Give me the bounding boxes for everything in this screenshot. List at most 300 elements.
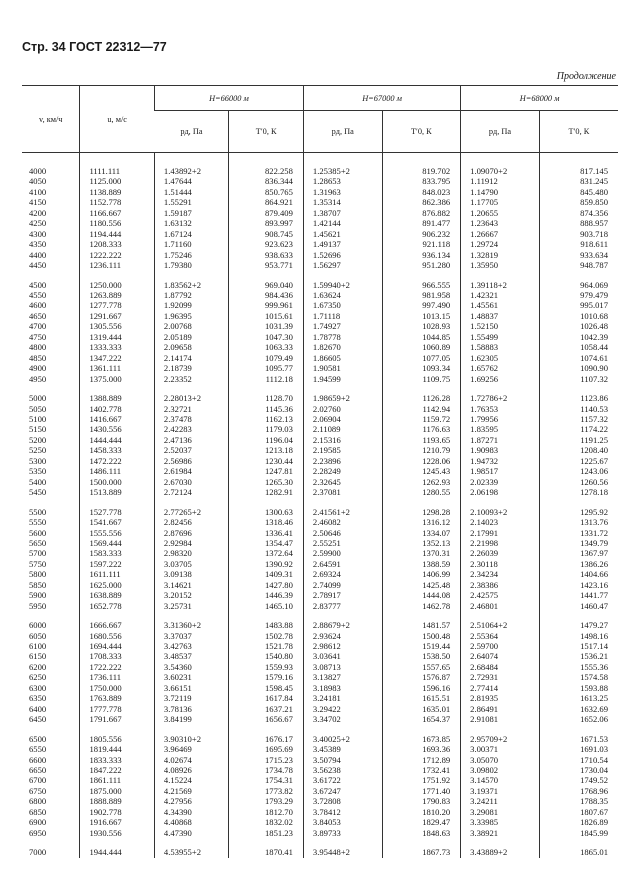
cell-pressure-68000: 2.55364 [461, 631, 540, 641]
spacer-cell [154, 725, 228, 734]
cell-temperature-67000: 1425.48 [382, 580, 461, 590]
table-row [22, 445, 618, 455]
cell-pressure-67000: 2.64591 [303, 559, 382, 569]
cell-pressure-67000: 3.03641 [303, 651, 382, 661]
table-row [22, 559, 618, 569]
cell-speed-ms: 1444.444 [80, 435, 154, 445]
cell-pressure-68000: 1.55499 [461, 332, 540, 342]
cell-temperature-67000: 1406.99 [382, 569, 461, 579]
cell-speed-kmh: 6600 [29, 754, 47, 765]
table-row [22, 300, 618, 310]
cell-speed-ms: 1111.111 [80, 166, 154, 176]
cell-temperature-66000: 1715.23 [229, 755, 304, 765]
cell-pressure-68000: 1.48837 [461, 311, 540, 321]
col-header-t-66000: T′0, К [229, 111, 304, 153]
cell-pressure-66000: 2.47136 [154, 435, 228, 445]
cell-speed-kmh: 6050 [29, 630, 47, 641]
table-row [22, 187, 618, 197]
table-row [22, 786, 618, 796]
cell-speed-ms: 1388.889 [80, 393, 154, 403]
cell-temperature-67000: 1193.65 [382, 435, 461, 445]
cell-speed-kmh: 5800 [29, 569, 47, 580]
cell-temperature-68000: 1593.88 [539, 683, 618, 693]
cell-temperature-67000: 951.280 [382, 260, 461, 270]
cell-temperature-66000: 1579.16 [229, 672, 304, 682]
cell-pressure-66000: 1.51444 [154, 187, 228, 197]
cell-temperature-66000: 1095.77 [229, 363, 304, 373]
table-head [22, 86, 618, 153]
cell-speed-ms: 1500.000 [80, 477, 154, 487]
cell-pressure-66000: 2.42283 [154, 424, 228, 434]
spacer-cell [461, 838, 540, 847]
cell-pressure-67000: 2.55251 [303, 538, 382, 548]
cell-temperature-66000: 822.258 [229, 166, 304, 176]
cell-temperature-66000: 1112.18 [229, 374, 304, 384]
cell-speed-ms: 1680.556 [80, 631, 154, 641]
cell-temperature-68000: 1555.36 [539, 662, 618, 672]
cell-temperature-68000: 948.787 [539, 260, 618, 270]
spacer-cell [80, 384, 154, 393]
table-row [22, 456, 618, 466]
cell-temperature-68000: 1278.18 [539, 487, 618, 497]
cell-pressure-68000: 1.58883 [461, 342, 540, 352]
cell-speed-ms: 1805.556 [80, 734, 154, 744]
cell-temperature-67000: 1370.31 [382, 548, 461, 558]
cell-speed-ms: 1263.889 [80, 290, 154, 300]
cell-temperature-67000: 1693.36 [382, 744, 461, 754]
cell-speed-ms: 1930.556 [80, 828, 154, 838]
cell-temperature-67000: 921.118 [382, 239, 461, 249]
cell-speed-ms: 1555.556 [80, 528, 154, 538]
spacer-cell [229, 838, 304, 847]
cell-speed-ms: 1902.778 [80, 807, 154, 817]
cell-speed-kmh: 4150 [29, 197, 47, 208]
cell-pressure-67000: 1.35314 [303, 197, 382, 207]
cell-pressure-67000: 2.37081 [303, 487, 382, 497]
cell-temperature-67000: 848.023 [382, 187, 461, 197]
cell-pressure-67000: 1.63624 [303, 290, 382, 300]
cell-pressure-68000: 1.14790 [461, 187, 540, 197]
cell-pressure-66000: 2.14174 [154, 353, 228, 363]
col-header-t-67000: T′0, К [382, 111, 461, 153]
cell-temperature-66000: 864.921 [229, 197, 304, 207]
cell-pressure-67000: 1.52696 [303, 250, 382, 260]
spacer-cell [229, 271, 304, 280]
cell-pressure-67000: 2.32645 [303, 477, 382, 487]
cell-temperature-66000: 1079.49 [229, 353, 304, 363]
cell-pressure-68000: 3.24211 [461, 796, 540, 806]
cell-speed-kmh: 5550 [29, 517, 47, 528]
cell-temperature-68000: 1313.76 [539, 517, 618, 527]
table-row [22, 580, 618, 590]
cell-pressure-67000: 3.95448+2 [303, 847, 382, 857]
cell-pressure-67000: 1.78778 [303, 332, 382, 342]
cell-pressure-68000: 2.81935 [461, 693, 540, 703]
table-row [22, 672, 618, 682]
cell-temperature-67000: 876.882 [382, 208, 461, 218]
cell-speed-kmh: 5850 [29, 579, 47, 590]
table-body [22, 153, 618, 858]
cell-pressure-67000: 2.41561+2 [303, 507, 382, 517]
cell-pressure-66000: 2.09658 [154, 342, 228, 352]
cell-temperature-68000: 1865.01 [539, 847, 618, 857]
cell-speed-ms: 1138.889 [80, 187, 154, 197]
cell-speed-kmh: 6250 [29, 672, 47, 683]
cell-speed-kmh: 6150 [29, 651, 47, 662]
cell-temperature-67000: 1262.93 [382, 477, 461, 487]
cell-pressure-66000: 3.25731 [154, 601, 228, 611]
cell-speed-ms: 1569.444 [80, 538, 154, 548]
table-row [22, 197, 618, 207]
cell-temperature-66000: 1354.47 [229, 538, 304, 548]
cell-temperature-68000: 918.611 [539, 239, 618, 249]
cell-pressure-68000: 1.62305 [461, 353, 540, 363]
cell-pressure-68000: 1.83595 [461, 424, 540, 434]
cell-speed-kmh: 6350 [29, 693, 47, 704]
cell-speed-ms: 1305.556 [80, 321, 154, 331]
cell-temperature-66000: 1793.29 [229, 796, 304, 806]
cell-pressure-66000: 3.09138 [154, 569, 228, 579]
cell-pressure-67000: 3.72808 [303, 796, 382, 806]
table-row [22, 290, 618, 300]
spacer-cell [303, 611, 382, 620]
cell-speed-kmh: 6950 [29, 827, 47, 838]
table-row [22, 765, 618, 775]
cell-pressure-68000: 1.32819 [461, 250, 540, 260]
table-row [22, 693, 618, 703]
cell-temperature-67000: 1576.87 [382, 672, 461, 682]
cell-temperature-66000: 923.623 [229, 239, 304, 249]
cell-speed-ms: 1819.444 [80, 744, 154, 754]
table-row [22, 569, 618, 579]
cell-temperature-68000: 1157.32 [539, 414, 618, 424]
spacer-cell [539, 838, 618, 847]
cell-temperature-68000: 1652.06 [539, 714, 618, 724]
cell-temperature-68000: 933.634 [539, 250, 618, 260]
cell-speed-kmh: 5300 [29, 455, 47, 466]
cell-temperature-67000: 1462.78 [382, 601, 461, 611]
group-spacer [22, 498, 618, 507]
cell-pressure-68000: 2.64074 [461, 651, 540, 661]
cell-temperature-67000: 1596.16 [382, 683, 461, 693]
cell-temperature-66000: 1063.33 [229, 342, 304, 352]
continuation-label: Продолжение [556, 71, 616, 82]
cell-speed-kmh: 4050 [29, 176, 47, 187]
table-row [22, 631, 618, 641]
cell-temperature-66000: 1336.41 [229, 528, 304, 538]
spacer-cell [461, 611, 540, 620]
cell-temperature-66000: 1676.17 [229, 734, 304, 744]
cell-pressure-67000: 2.15316 [303, 435, 382, 445]
col-header-h68000: H=68000 м [461, 86, 618, 111]
cell-pressure-68000: 1.26667 [461, 229, 540, 239]
cell-pressure-66000: 3.42763 [154, 641, 228, 651]
cell-temperature-67000: 1334.07 [382, 528, 461, 538]
group-spacer [22, 838, 618, 847]
cell-pressure-68000: 3.43889+2 [461, 847, 540, 857]
cell-temperature-67000: 906.232 [382, 229, 461, 239]
cell-pressure-66000: 3.20152 [154, 590, 228, 600]
table-row [22, 828, 618, 838]
cell-speed-kmh: 5250 [29, 445, 47, 456]
cell-pressure-66000: 3.14621 [154, 580, 228, 590]
cell-temperature-66000: 1300.63 [229, 507, 304, 517]
cell-speed-ms: 1847.222 [80, 765, 154, 775]
spacer-cell [154, 384, 228, 393]
page-header: Стр. 34 ГОСТ 22312—77 [22, 40, 167, 54]
table-row [22, 414, 618, 424]
cell-temperature-68000: 1090.90 [539, 363, 618, 373]
table-row [22, 590, 618, 600]
spacer-cell [382, 384, 461, 393]
spacer-cell [154, 498, 228, 507]
cell-pressure-66000: 1.92099 [154, 300, 228, 310]
cell-pressure-67000: 2.11089 [303, 424, 382, 434]
cell-temperature-68000: 1730.04 [539, 765, 618, 775]
cell-temperature-67000: 1159.72 [382, 414, 461, 424]
cell-temperature-66000: 1483.88 [229, 620, 304, 630]
cell-speed-ms: 1833.333 [80, 755, 154, 765]
cell-temperature-68000: 1349.79 [539, 538, 618, 548]
cell-speed-ms: 1250.000 [80, 280, 154, 290]
col-header-p-68000: pд, Па [461, 111, 540, 153]
table-row [22, 466, 618, 476]
cell-pressure-66000: 1.83562+2 [154, 280, 228, 290]
cell-pressure-66000: 3.84199 [154, 714, 228, 724]
cell-pressure-66000: 4.02674 [154, 755, 228, 765]
cell-pressure-66000: 4.40868 [154, 817, 228, 827]
cell-temperature-66000: 1145.36 [229, 404, 304, 414]
cell-speed-ms: 1402.778 [80, 404, 154, 414]
table-row [22, 166, 618, 176]
cell-speed-ms: 1208.333 [80, 239, 154, 249]
cell-pressure-66000: 1.63132 [154, 218, 228, 228]
cell-pressure-67000: 3.67247 [303, 786, 382, 796]
cell-pressure-66000: 3.72119 [154, 693, 228, 703]
cell-pressure-66000: 3.31360+2 [154, 620, 228, 630]
cell-pressure-68000: 3.19371 [461, 786, 540, 796]
spacer-cell [22, 611, 80, 620]
cell-speed-ms: 1347.222 [80, 353, 154, 363]
cell-pressure-68000: 2.38386 [461, 580, 540, 590]
cell-pressure-68000: 2.91081 [461, 714, 540, 724]
cell-speed-kmh: 5200 [29, 434, 47, 445]
spacer-cell [22, 153, 80, 167]
cell-temperature-67000: 1538.50 [382, 651, 461, 661]
cell-speed-ms: 1152.778 [80, 197, 154, 207]
cell-temperature-68000: 845.480 [539, 187, 618, 197]
table-row [22, 332, 618, 342]
cell-temperature-66000: 836.344 [229, 176, 304, 186]
cell-pressure-68000: 2.17991 [461, 528, 540, 538]
cell-temperature-68000: 1331.72 [539, 528, 618, 538]
cell-pressure-68000: 1.20655 [461, 208, 540, 218]
table-row [22, 662, 618, 672]
cell-temperature-66000: 1128.70 [229, 393, 304, 403]
cell-temperature-67000: 1126.28 [382, 393, 461, 403]
cell-temperature-68000: 1479.27 [539, 620, 618, 630]
spacer-cell [382, 611, 461, 620]
cell-temperature-68000: 1026.48 [539, 321, 618, 331]
cell-pressure-66000: 1.59187 [154, 208, 228, 218]
cell-temperature-67000: 1109.75 [382, 374, 461, 384]
cell-temperature-67000: 1060.89 [382, 342, 461, 352]
cell-temperature-66000: 999.961 [229, 300, 304, 310]
cell-pressure-68000: 1.87271 [461, 435, 540, 445]
cell-temperature-66000: 1179.03 [229, 424, 304, 434]
cell-pressure-67000: 3.34702 [303, 714, 382, 724]
cell-speed-kmh: 6850 [29, 806, 47, 817]
cell-pressure-67000: 1.71118 [303, 311, 382, 321]
cell-temperature-68000: 888.957 [539, 218, 618, 228]
cell-speed-ms: 1236.111 [80, 260, 154, 270]
cell-pressure-67000: 3.78412 [303, 807, 382, 817]
cell-speed-ms: 1625.000 [80, 580, 154, 590]
cell-pressure-66000: 2.77265+2 [154, 507, 228, 517]
table-row [22, 704, 618, 714]
cell-pressure-68000: 1.11912 [461, 176, 540, 186]
top-spacer [22, 153, 618, 167]
cell-pressure-66000: 1.79380 [154, 260, 228, 270]
cell-temperature-67000: 1316.12 [382, 517, 461, 527]
cell-temperature-68000: 1807.67 [539, 807, 618, 817]
cell-temperature-68000: 995.017 [539, 300, 618, 310]
cell-speed-kmh: 4300 [29, 228, 47, 239]
cell-pressure-67000: 1.59940+2 [303, 280, 382, 290]
cell-temperature-66000: 1695.69 [229, 744, 304, 754]
cell-pressure-67000: 2.88679+2 [303, 620, 382, 630]
cell-pressure-68000: 2.95709+2 [461, 734, 540, 744]
cell-temperature-66000: 1265.30 [229, 477, 304, 487]
group-spacer [22, 384, 618, 393]
cell-pressure-68000: 2.02339 [461, 477, 540, 487]
cell-speed-kmh: 6400 [29, 703, 47, 714]
cell-pressure-66000: 1.47644 [154, 176, 228, 186]
spacer-cell [539, 153, 618, 167]
cell-pressure-67000: 2.19585 [303, 445, 382, 455]
cell-temperature-66000: 969.040 [229, 280, 304, 290]
cell-speed-ms: 1708.333 [80, 651, 154, 661]
cell-temperature-67000: 1712.89 [382, 755, 461, 765]
cell-temperature-68000: 1574.58 [539, 672, 618, 682]
cell-pressure-68000: 1.17705 [461, 197, 540, 207]
cell-pressure-66000: 3.90310+2 [154, 734, 228, 744]
spacer-cell [303, 153, 382, 167]
cell-pressure-66000: 2.98320 [154, 548, 228, 558]
table-row [22, 424, 618, 434]
cell-speed-kmh: 5650 [29, 537, 47, 548]
cell-speed-kmh: 4250 [29, 218, 47, 229]
cell-pressure-67000: 2.02760 [303, 404, 382, 414]
cell-speed-kmh: 5050 [29, 403, 47, 414]
cell-temperature-68000: 1295.92 [539, 507, 618, 517]
cell-pressure-66000: 2.05189 [154, 332, 228, 342]
data-table [22, 85, 618, 858]
cell-temperature-68000: 1107.32 [539, 374, 618, 384]
spacer-cell [303, 271, 382, 280]
cell-pressure-66000: 2.72124 [154, 487, 228, 497]
cell-speed-kmh: 6200 [29, 661, 47, 672]
spacer-cell [461, 725, 540, 734]
group-spacer [22, 611, 618, 620]
spacer-cell [154, 611, 228, 620]
spacer-cell [461, 153, 540, 167]
cell-temperature-67000: 1298.28 [382, 507, 461, 517]
col-header-p-66000: pд, Па [154, 111, 228, 153]
spacer-cell [461, 498, 540, 507]
cell-speed-ms: 1611.111 [80, 569, 154, 579]
table-row [22, 548, 618, 558]
table-row [22, 435, 618, 445]
cell-pressure-67000: 3.29422 [303, 704, 382, 714]
cell-speed-kmh: 5000 [29, 393, 47, 404]
cell-temperature-66000: 1390.92 [229, 559, 304, 569]
table-row [22, 311, 618, 321]
cell-pressure-66000: 3.37037 [154, 631, 228, 641]
cell-speed-ms: 1736.111 [80, 672, 154, 682]
spacer-cell [229, 498, 304, 507]
col-header-u: u, м/с [80, 86, 154, 153]
cell-pressure-66000: 1.67124 [154, 229, 228, 239]
cell-speed-ms: 1430.556 [80, 424, 154, 434]
table-row [22, 641, 618, 651]
cell-speed-kmh: 4450 [29, 260, 47, 271]
cell-pressure-67000: 1.38707 [303, 208, 382, 218]
cell-pressure-68000: 1.39118+2 [461, 280, 540, 290]
cell-pressure-68000: 2.77414 [461, 683, 540, 693]
table-row [22, 393, 618, 403]
cell-speed-kmh: 4100 [29, 186, 47, 197]
cell-pressure-67000: 3.50794 [303, 755, 382, 765]
spacer-cell [80, 498, 154, 507]
cell-pressure-67000: 1.56297 [303, 260, 382, 270]
cell-temperature-66000: 1213.18 [229, 445, 304, 455]
spacer-cell [303, 725, 382, 734]
cell-pressure-67000: 2.93624 [303, 631, 382, 641]
cell-temperature-66000: 1502.78 [229, 631, 304, 641]
cell-speed-kmh: 6800 [29, 796, 47, 807]
spacer-cell [154, 153, 228, 167]
cell-pressure-67000: 2.59900 [303, 548, 382, 558]
cell-speed-kmh: 5150 [29, 424, 47, 435]
cell-temperature-66000: 984.436 [229, 290, 304, 300]
cell-temperature-68000: 1536.21 [539, 651, 618, 661]
cell-pressure-67000: 1.86605 [303, 353, 382, 363]
cell-pressure-66000: 1.71160 [154, 239, 228, 249]
table-row [22, 755, 618, 765]
cell-temperature-67000: 1615.51 [382, 693, 461, 703]
cell-pressure-68000: 1.52150 [461, 321, 540, 331]
cell-temperature-67000: 1790.83 [382, 796, 461, 806]
cell-pressure-68000: 2.46801 [461, 601, 540, 611]
cell-pressure-67000: 3.13827 [303, 672, 382, 682]
cell-pressure-67000: 3.08713 [303, 662, 382, 672]
cell-pressure-67000: 2.28249 [303, 466, 382, 476]
cell-speed-kmh: 4550 [29, 289, 47, 300]
cell-temperature-66000: 1446.39 [229, 590, 304, 600]
cell-temperature-68000: 903.718 [539, 229, 618, 239]
cell-temperature-66000: 1031.39 [229, 321, 304, 331]
cell-temperature-68000: 1243.06 [539, 466, 618, 476]
cell-speed-ms: 1541.667 [80, 517, 154, 527]
cell-temperature-68000: 1404.66 [539, 569, 618, 579]
cell-speed-ms: 1722.222 [80, 662, 154, 672]
table-row [22, 528, 618, 538]
cell-pressure-67000: 1.45621 [303, 229, 382, 239]
table-row [22, 651, 618, 661]
spacer-cell [303, 498, 382, 507]
table-row [22, 229, 618, 239]
